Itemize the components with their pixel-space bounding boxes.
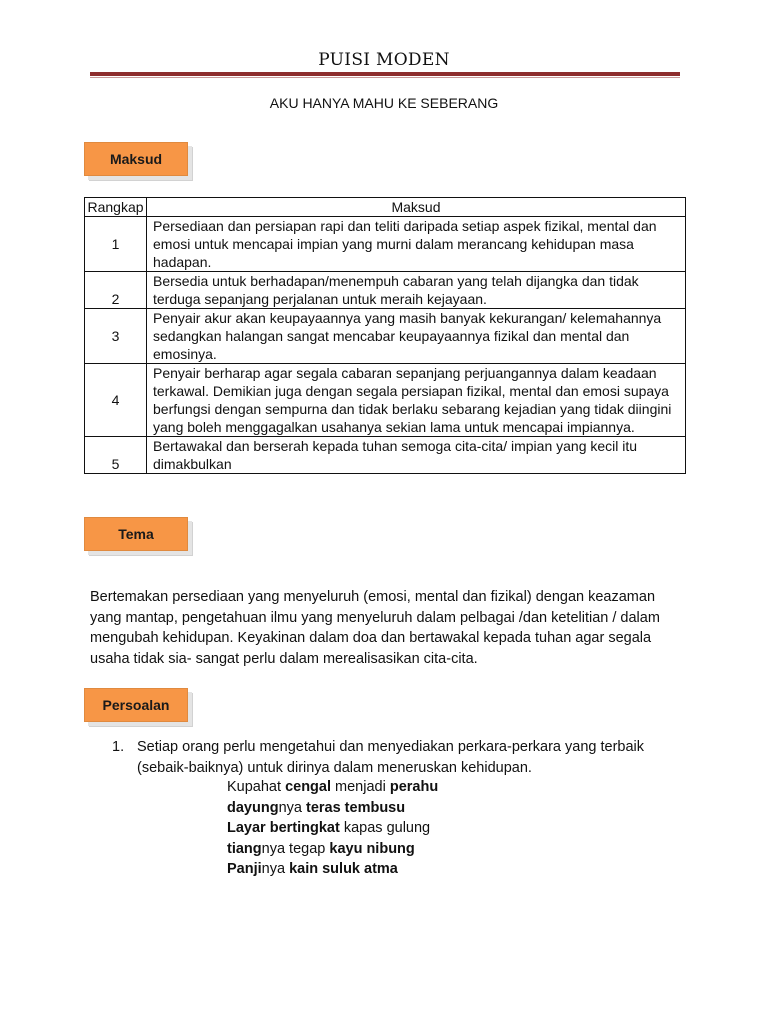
- verse-line: [227, 818, 438, 839]
- verse-bold-text: cengal: [285, 779, 331, 795]
- list-item-text: Setiap orang perlu mengetahui dan menyediakan perkara-perkara yang terbaik (sebaik-baiknya) untuk dirinya dalam meneruskan kehidupan.: [137, 739, 645, 776]
- section-label-maksud: Maksud: [84, 142, 188, 176]
- tema-paragraph: Bertemakan persediaan yang menyeluruh (emosi, mental dan fizikal) dengan keazaman yang mantap, pengetahuan ilmu yang menyeluruh dalam pelbagai /dan ketelitian / dalam mengubah kehidupan. Keyakinan dalam doa dan bertawakal kepada tuhan agar segala usaha tidak sia- sangat perlu dalam merealisasikan cita-cita.: [90, 589, 660, 667]
- table-cell-maksud: Penyair berharap agar segala cabaran sepanjang perjuangannya dalam keadaan terkawal. Demikian juga dengan segala persiapan fizikal, mental dan emosi supaya berfungsi dengan sempurna dan tidak berlaku sebarang kejadian yang tidak diingini yang boleh menggagalkan usahanya sekian lama untuk mencapai impiannya.: [147, 364, 686, 437]
- verse-excerpt: [227, 777, 438, 880]
- section-label-persoalan: Persoalan: [84, 688, 188, 722]
- verse-bold-text: tiang: [227, 840, 262, 857]
- table-row: [85, 364, 686, 437]
- table-cell-maksud: Bertawakal dan berserah kepada tuhan semoga cita-cita/ impian yang kecil itu dimakbulkan: [147, 437, 686, 474]
- table-row: [85, 309, 686, 364]
- persoalan-list: [112, 737, 692, 778]
- meaning-table: [84, 197, 686, 474]
- verse-text: nya tegap: [261, 840, 330, 857]
- section-label-tema: Tema: [84, 517, 188, 551]
- verse-bold-text: kayu nibung: [329, 840, 415, 857]
- header-rule-thick: [90, 72, 680, 76]
- verse-line: [227, 859, 438, 880]
- verse-bold-text: perahu: [389, 779, 439, 795]
- verse-text: Kupahat: [227, 779, 286, 795]
- verse-line: [227, 798, 438, 819]
- table-row: [85, 217, 686, 272]
- table-header-rangkap: Rangkap: [85, 198, 147, 217]
- page-header-title: PUISI MODEN: [318, 50, 450, 70]
- table-cell-rangkap: 5: [85, 437, 147, 474]
- verse-line: [227, 839, 438, 860]
- verse-bold-text: Layar bertingkat: [227, 820, 340, 836]
- verse-text: kapas gulung: [339, 820, 431, 836]
- table-cell-maksud: Bersedia untuk berhadapan/menempuh cabaran yang telah dijangka dan tidak terduga sepanjang perjalanan untuk meraih kejayaan.: [147, 272, 686, 309]
- poem-title: AKU HANYA MAHU KE SEBERANG: [269, 95, 499, 111]
- table-row: [85, 437, 686, 474]
- table-header-row: [85, 198, 686, 217]
- table-cell-rangkap: 4: [85, 364, 147, 437]
- list-item-number: 1.: [112, 739, 125, 755]
- table-cell-rangkap: 1: [85, 217, 147, 272]
- table-cell-maksud: Persediaan dan persiapan rapi dan teliti daripada setiap aspek fizikal, mental dan emosi untuk mencapai impian yang murni dalam merancang kehidupan masa hadapan.: [147, 217, 686, 272]
- list-item: [112, 737, 692, 778]
- verse-text: nya: [278, 799, 306, 816]
- header-rule-thin: [90, 77, 680, 78]
- table-header-maksud: Maksud: [147, 198, 686, 217]
- verse-bold-text: Panji: [227, 861, 262, 877]
- table-row: [85, 272, 686, 309]
- verse-text: menjadi: [331, 779, 390, 795]
- verse-text: nya: [261, 861, 290, 877]
- verse-line: [227, 777, 438, 798]
- table-cell-rangkap: 3: [85, 309, 147, 364]
- verse-bold-text: kain suluk atma: [289, 861, 398, 877]
- verse-bold-text: dayung: [227, 799, 279, 816]
- verse-bold-text: teras tembusu: [305, 799, 406, 816]
- table-cell-rangkap: 2: [85, 272, 147, 309]
- table-cell-maksud: Penyair akur akan keupayaannya yang masih banyak kekurangan/ kelemahannya sedangkan halangan sangat mencabar keupayaannya fizikal dan mental dan emosinya.: [147, 309, 686, 364]
